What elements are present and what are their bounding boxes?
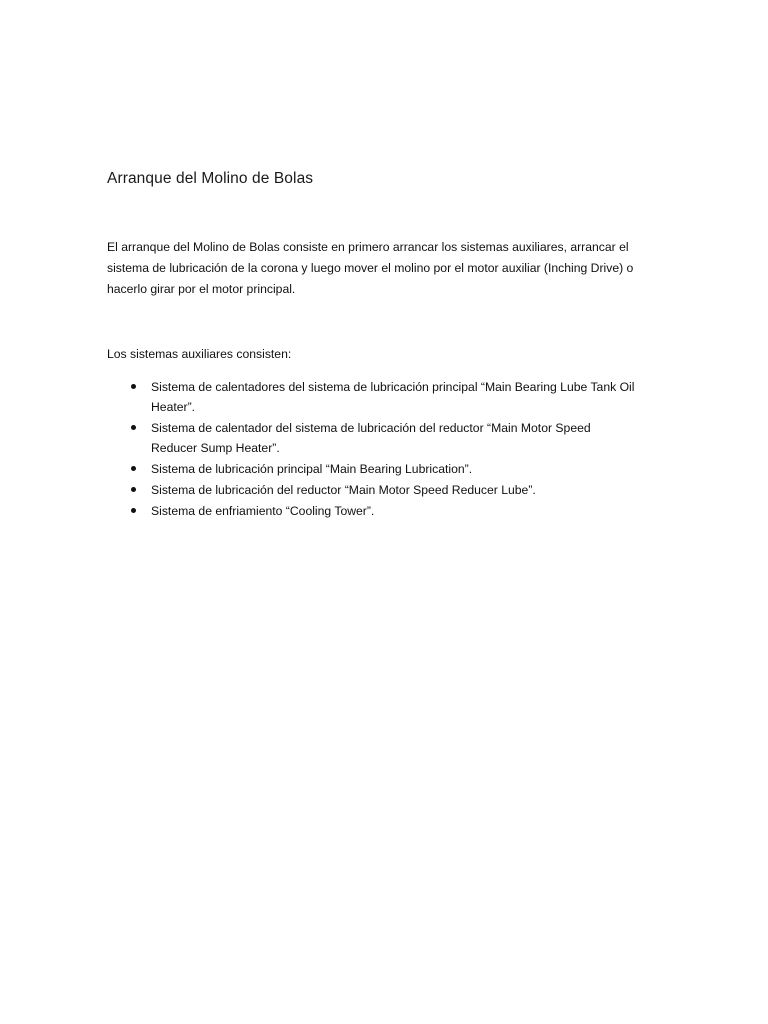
- list-heading: Los sistemas auxiliares consisten:: [107, 347, 292, 361]
- list-item-line: Sistema de calentadores del sistema de lubricación principal “Main Bearing Lube Tank Oil: [151, 380, 635, 394]
- list-item: [107, 480, 667, 500]
- intro-line: El arranque del Molino de Bolas consiste en primero arrancar los sistemas auxiliares, arrancar el: [107, 240, 629, 254]
- list-item-line: Sistema de lubricación principal “Main Bearing Lubrication”.: [151, 462, 473, 476]
- list-item: [107, 459, 667, 479]
- intro-line: sistema de lubricación de la corona y luego mover el molino por el motor auxiliar (Inching Drive) o: [107, 261, 634, 275]
- list-item-line: Heater”.: [151, 400, 196, 414]
- list-item-line: Sistema de enfriamiento “Cooling Tower”.: [151, 504, 375, 518]
- list-item: [107, 377, 667, 417]
- list-item: [107, 418, 667, 458]
- bullet-icon: [131, 384, 136, 389]
- list-item-line: Reducer Sump Heater”.: [151, 441, 280, 455]
- document-title: Arranque del Molino de Bolas: [107, 170, 314, 187]
- bullet-icon: [131, 425, 136, 430]
- intro-line: hacerlo girar por el motor principal.: [107, 282, 296, 296]
- list-item-line: Sistema de calentador del sistema de lubricación del reductor “Main Motor Speed: [151, 421, 591, 435]
- list-item-line: Sistema de lubricación del reductor “Main Motor Speed Reducer Lube”.: [151, 483, 536, 497]
- bullet-icon: [131, 487, 136, 492]
- list-item: [107, 501, 667, 521]
- intro-paragraph: [107, 237, 667, 300]
- auxiliary-systems-list: [107, 377, 667, 522]
- bullet-icon: [131, 466, 136, 471]
- bullet-icon: [131, 508, 136, 513]
